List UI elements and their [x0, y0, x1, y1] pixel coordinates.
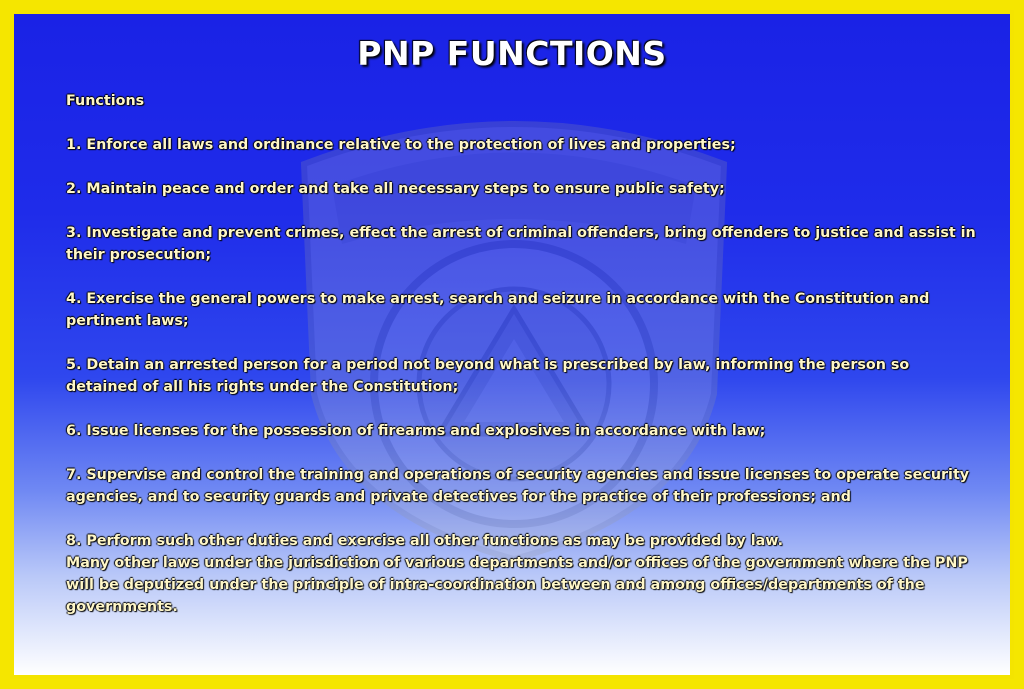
- function-item: 1. Enforce all laws and ordinance relative to the protection of lives and properties;: [66, 137, 736, 153]
- closing-note: Many other laws under the jurisdiction of various departments and/or offices of the government where the PNP will be deputized under the principle of intra-coordination between and among offices/departments of the governments.: [66, 555, 968, 615]
- function-item: 4. Exercise the general powers to make arrest, search and seizure in accordance with the Constitution and pertinent laws;: [66, 291, 930, 329]
- function-item: 5. Detain an arrested person for a period not beyond what is prescribed by law, informing the person so detained of all his rights under the Constitution;: [66, 357, 910, 395]
- functions-heading: Functions: [66, 93, 145, 109]
- functions-text: [66, 90, 978, 618]
- function-item: 7. Supervise and control the training and operations of security agencies and issue licenses to operate security agencies, and to security guards and private detectives for the practice of their professions; and: [66, 467, 970, 505]
- page-title: PNP FUNCTIONS: [357, 34, 667, 73]
- function-item: 8. Perform such other duties and exercise all other functions as may be provided by law.: [66, 533, 783, 549]
- function-item: 2. Maintain peace and order and take all necessary steps to ensure public safety;: [66, 181, 725, 197]
- function-item: 3. Investigate and prevent crimes, effect the arrest of criminal offenders, bring offenders to justice and assist in their prosecution;: [66, 225, 976, 263]
- function-item: 6. Issue licenses for the possession of firearms and explosives in accordance with law;: [66, 423, 766, 439]
- poster-frame: [10, 10, 1014, 679]
